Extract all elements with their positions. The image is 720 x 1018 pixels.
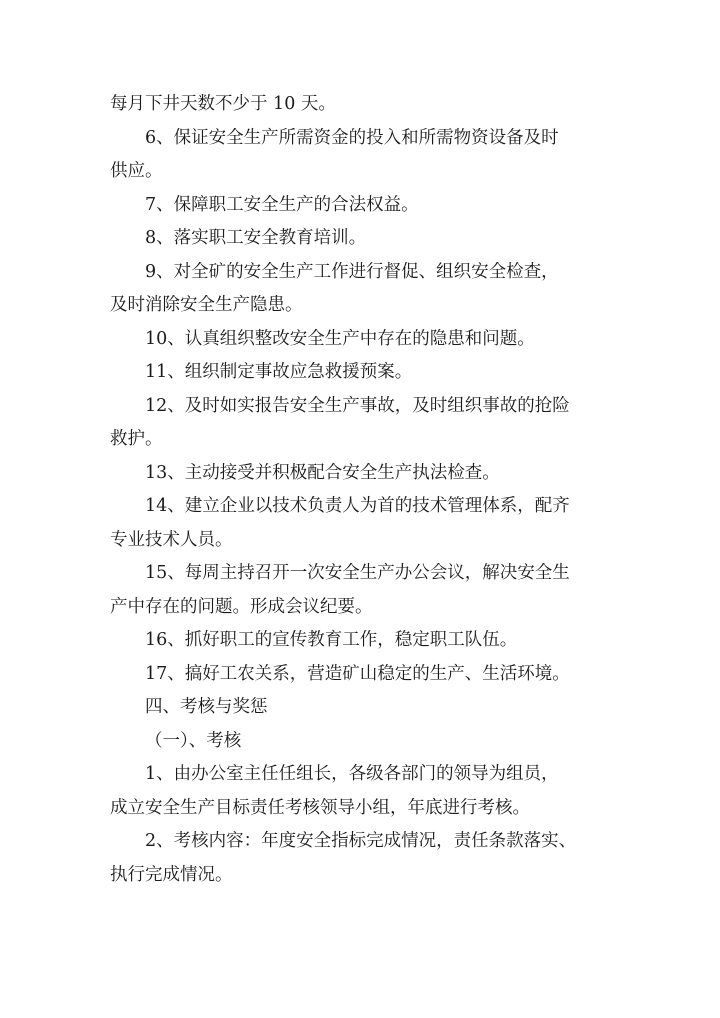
- paragraph: [110, 323, 615, 357]
- paragraph: [110, 189, 615, 223]
- text-line: 2、考核内容：年度安全指标完成情况，责任条款落实、: [145, 831, 577, 851]
- subsection-heading: [110, 725, 615, 759]
- text-line: 14、建立企业以技术负责人为首的技术管理体系，配齐: [145, 496, 570, 516]
- paragraph: [110, 758, 615, 825]
- text-line: 16、抓好职工的宣传教育工作，稳定职工队伍。: [145, 630, 518, 650]
- paragraph: [110, 624, 615, 658]
- text-line: 10、认真组织整改安全生产中存在的隐患和问题。: [145, 328, 535, 349]
- text-line: 7、保障职工安全生产的合法权益。: [145, 194, 419, 215]
- paragraph: [110, 390, 615, 457]
- text-line: 供应。: [110, 161, 163, 181]
- text-line: 1、由办公室主任任组长，各级各部门的领导为组员，: [145, 764, 559, 784]
- text-line: 8、落实职工安全教育培训。: [145, 228, 367, 248]
- subsection-heading-text: （一）、考核: [145, 730, 242, 751]
- paragraph: [110, 88, 615, 122]
- text-line: 17、搞好工农关系，营造矿山稳定的生产、生活环境。: [145, 663, 570, 684]
- text-line: 执行完成情况。: [110, 864, 233, 885]
- section-heading: [110, 691, 615, 725]
- paragraph: [110, 557, 615, 624]
- text-line: 每月下井天数不少于 10 天。: [110, 94, 336, 114]
- text-line: 13、主动接受并积极配合安全生产执法检查。: [145, 462, 500, 483]
- paragraph: [110, 356, 615, 390]
- text-line: 产中存在的问题。形成会议纪要。: [110, 596, 373, 617]
- text-line: 9、对全矿的安全生产工作进行督促、组织安全检查，: [145, 261, 559, 282]
- text-line: 及时消除安全生产隐患。: [110, 295, 303, 315]
- text-line: 6、保证安全生产所需资金的投入和所需物资设备及时: [145, 127, 559, 148]
- paragraph: [110, 658, 615, 692]
- text-line: 11、组织制定事故应急救援预案。: [145, 362, 413, 382]
- paragraph: [110, 122, 615, 189]
- paragraph: [110, 457, 615, 491]
- section-heading-text: 四、考核与奖惩: [145, 697, 268, 717]
- text-line: 15、每周主持召开一次安全生产办公会议，解决安全生: [145, 563, 570, 583]
- paragraph: [110, 825, 615, 892]
- text-line: 救护。: [110, 429, 163, 449]
- text-line: 成立安全生产目标责任考核领导小组，年底进行考核。: [110, 797, 530, 818]
- paragraph: [110, 490, 615, 557]
- text-line: 12、及时如实报告安全生产事故，及时组织事故的抢险: [145, 395, 570, 416]
- paragraph: [110, 222, 615, 256]
- paragraph: [110, 256, 615, 323]
- text-line: 专业技术人员。: [110, 529, 233, 550]
- document-body: [110, 88, 615, 892]
